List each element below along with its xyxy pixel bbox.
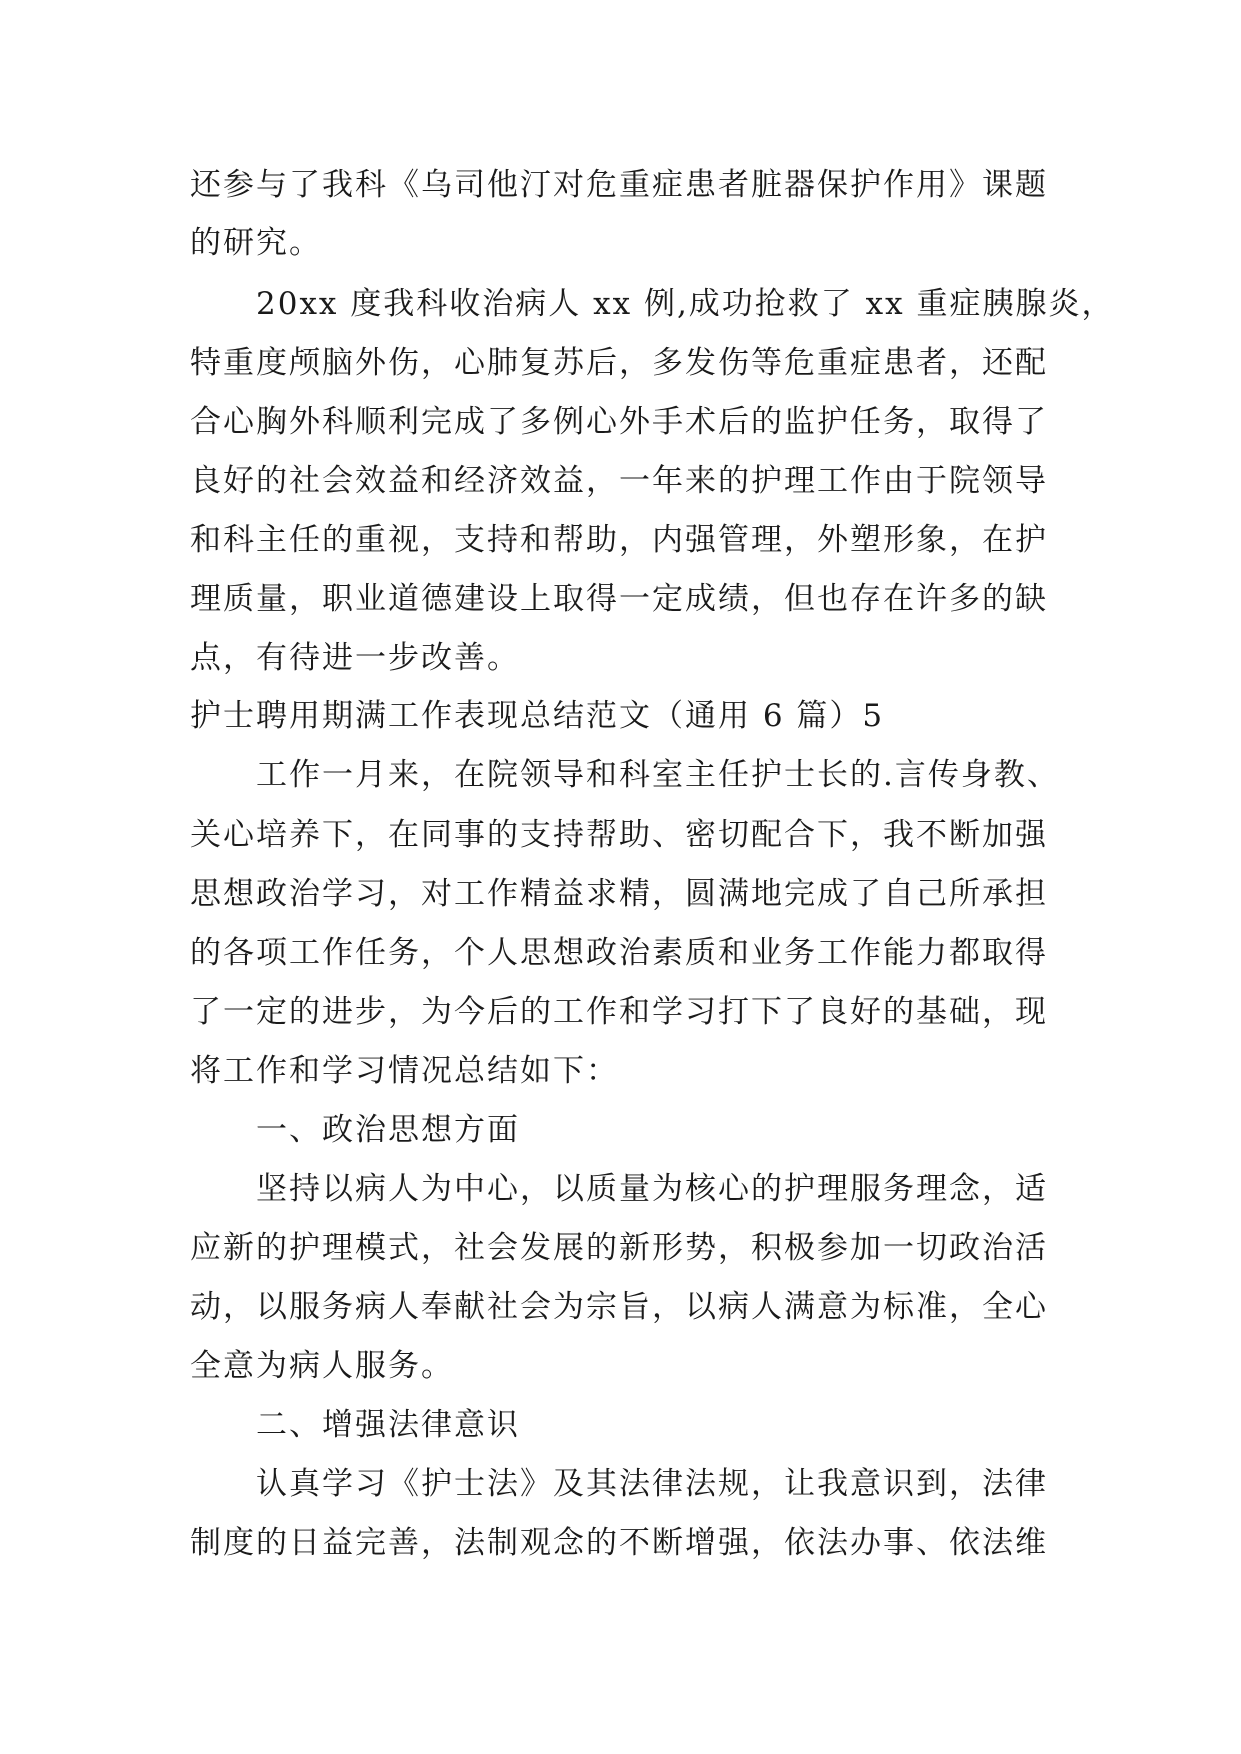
text-line: 应新的护理模式，社会发展的新形势，积极参加一切政治活 (190, 1230, 1048, 1266)
text-line: 良好的社会效益和经济效益，一年来的护理工作由于院领导 (190, 463, 1048, 499)
section-heading: 护士聘用期满工作表现总结范文（通用 6 篇）5 (190, 698, 885, 734)
text-line: 和科主任的重视，支持和帮助，内强管理，外塑形象，在护 (190, 522, 1048, 558)
text-line: 20xx 度我科收治病人 xx 例,成功抢救了 xx 重症胰腺炎， (256, 286, 1115, 322)
text-line: 关心培养下，在同事的支持帮助、密切配合下，我不断加强 (190, 817, 1048, 853)
text-line: 理质量，职业道德建设上取得一定成绩，但也存在许多的缺 (190, 581, 1048, 617)
subheading: 一、政治思想方面 (256, 1112, 520, 1148)
text-line: 制度的日益完善，法制观念的不断增强，依法办事、依法维 (190, 1525, 1048, 1561)
text-line: 点，有待进一步改善。 (190, 640, 520, 676)
text-line: 全意为病人服务。 (190, 1348, 454, 1384)
text-line: 的各项工作任务，个人思想政治素质和业务工作能力都取得 (190, 935, 1048, 971)
subheading: 二、增强法律意识 (256, 1407, 520, 1443)
text-line: 认真学习《护士法》及其法律法规，让我意识到，法律 (256, 1466, 1048, 1502)
text-line: 合心胸外科顺利完成了多例心外手术后的监护任务，取得了 (190, 404, 1048, 440)
text-line: 特重度颅脑外伤，心肺复苏后，多发伤等危重症患者，还配 (190, 345, 1048, 381)
text-line: 的研究。 (190, 225, 322, 261)
text-line: 坚持以病人为中心，以质量为核心的护理服务理念，适 (256, 1171, 1048, 1207)
text-line: 还参与了我科《乌司他汀对危重症患者脏器保护作用》课题 (190, 167, 1048, 203)
text-line: 了一定的进步，为今后的工作和学习打下了良好的基础，现 (190, 994, 1048, 1030)
text-line: 动，以服务病人奉献社会为宗旨，以病人满意为标准，全心 (190, 1289, 1048, 1325)
text-line: 思想政治学习，对工作精益求精，圆满地完成了自己所承担 (190, 876, 1048, 912)
text-line: 将工作和学习情况总结如下： (190, 1053, 619, 1089)
text-line: 工作一月来，在院领导和科室主任护士长的.言传身教、 (256, 757, 1060, 793)
